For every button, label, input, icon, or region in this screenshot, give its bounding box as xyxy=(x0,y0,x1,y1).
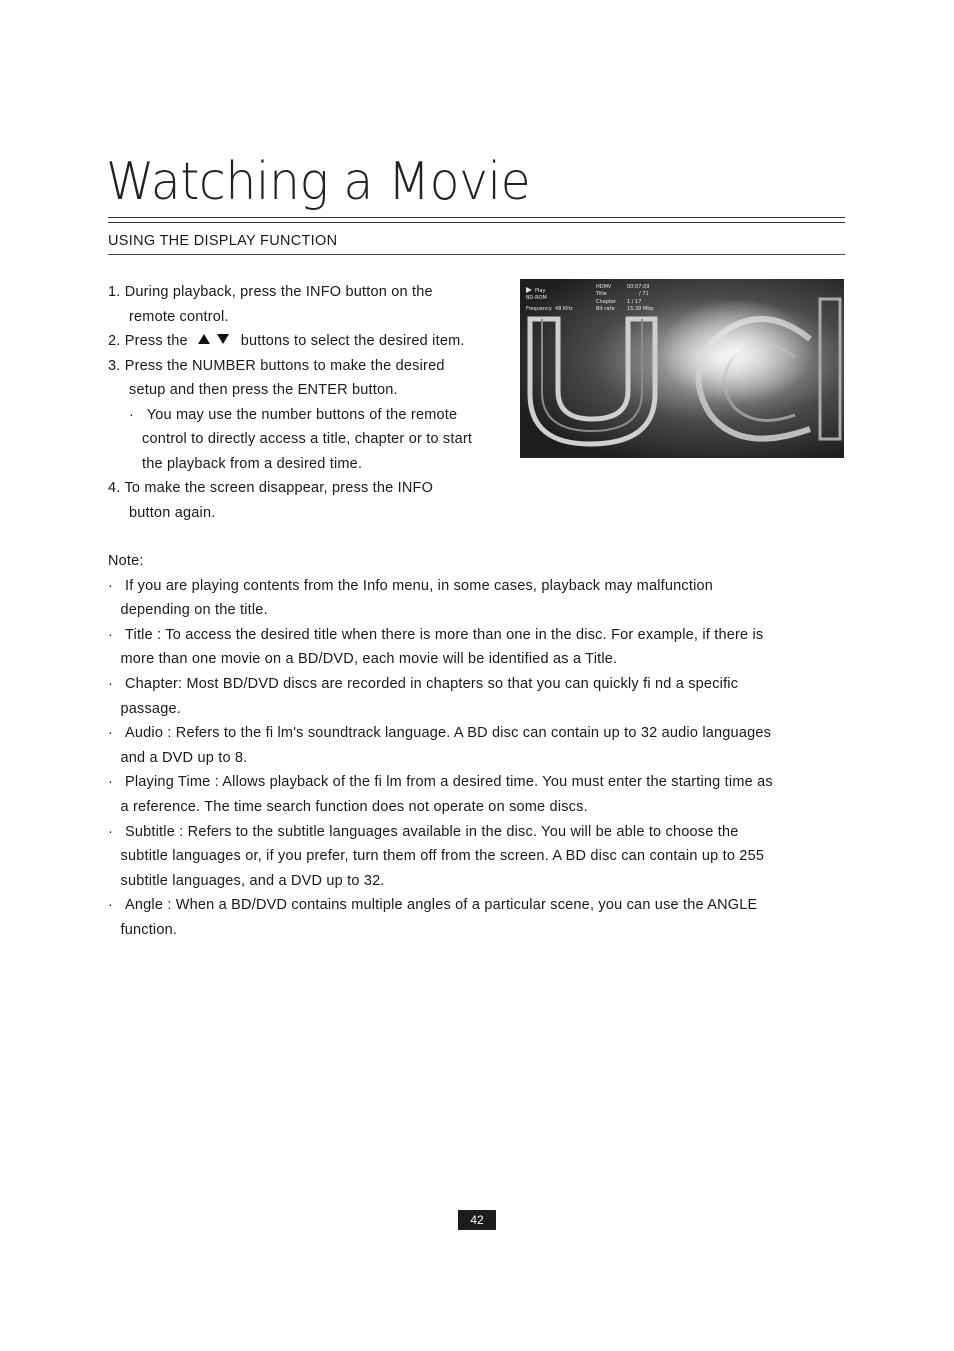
osd-labels: HDMV Title Chapter Bit rate xyxy=(596,284,616,312)
note-item xyxy=(108,672,848,721)
bullet-dot: · xyxy=(108,577,114,594)
section-rule xyxy=(108,254,845,255)
note-item-line: subtitle languages, and a DVD up to 32. xyxy=(120,872,385,889)
note-item-line: a reference. The time search function does not operate on some discs. xyxy=(120,798,588,815)
note-list xyxy=(108,574,848,943)
bullet-dot: · xyxy=(108,774,114,791)
note-item-line: Angle : When a BD/DVD contains multiple angles of a particular scene, you can use the ANGLE xyxy=(125,897,758,914)
note-item-line: Title : To access the desired title when there is more than one in the disc. For example, if there is xyxy=(125,626,764,643)
bullet-dot: · xyxy=(108,823,114,840)
step-1-line-1: 1. During playback, press the INFO button on the xyxy=(108,284,433,300)
note-item-line: passage. xyxy=(120,700,181,717)
bullet-dot: · xyxy=(108,675,114,692)
section-heading: USING THE DISPLAY FUNCTION xyxy=(108,233,338,249)
step-2-before: 2. Press the xyxy=(108,333,188,349)
step-2 xyxy=(108,329,518,354)
step-3-bullet-line-1: · You may use the number buttons of the remote xyxy=(129,406,458,423)
note-item-line: Subtitle : Refers to the subtitle languages available in the disc. You will be able to choose the xyxy=(125,823,739,840)
note-item xyxy=(108,574,848,623)
arrow-down-icon xyxy=(217,334,229,344)
osd-left-panel: Play BD-ROM Frequency 48 KHz xyxy=(526,288,573,312)
step-1-line-2: remote control. xyxy=(129,308,229,325)
step-2-after: buttons to select the desired item. xyxy=(240,333,465,349)
note-item xyxy=(108,770,848,819)
play-icon xyxy=(526,287,532,293)
note-item-line: and a DVD up to 8. xyxy=(120,749,248,766)
step-3-line-1: 3. Press the NUMBER buttons to make the desired xyxy=(108,357,445,374)
title-rule-bottom xyxy=(108,222,845,223)
note-item-line: function. xyxy=(120,921,178,938)
note-item xyxy=(108,893,848,942)
step-4-line-1: 4. To make the screen disappear, press the INFO xyxy=(108,480,434,496)
step-3-bullet-line-2: control to directly access a title, chapter or to start xyxy=(142,431,473,447)
note-item-line: depending on the title. xyxy=(120,602,268,619)
bullet-dot: · xyxy=(108,897,114,914)
bullet-dot: · xyxy=(108,626,114,643)
note-item-line: Playing Time : Allows playback of the fi lm from a desired time. You must enter the starting time as xyxy=(125,774,773,791)
page-number: 42 xyxy=(458,1210,496,1230)
bullet-dot: · xyxy=(108,725,114,742)
note-item-line: more than one movie on a BD/DVD, each movie will be identified as a Title. xyxy=(120,651,618,668)
note-section xyxy=(108,549,848,943)
bullet-dot: · xyxy=(129,406,135,423)
osd-values: 00:07:09 / 71 1 / 17 15.39 Mbp xyxy=(627,284,654,312)
note-heading: Note: xyxy=(108,553,144,569)
info-display-screenshot xyxy=(520,279,844,458)
note-item-line: If you are playing contents from the Info menu, in some cases, playback may malfunction xyxy=(125,577,714,594)
arrow-up-icon xyxy=(198,334,210,344)
step-3-line-2: setup and then press the ENTER button. xyxy=(129,382,398,398)
step-3-bullet-line-3: the playback from a desired time. xyxy=(142,455,363,472)
title-rule-top xyxy=(108,217,845,218)
step-4-line-2: button again. xyxy=(129,504,216,521)
page-title: Watching a Movie xyxy=(106,152,531,212)
note-item-line: Chapter: Most BD/DVD discs are recorded in chapters so that you can quickly fi nd a specific xyxy=(125,675,739,692)
note-item-line: Audio : Refers to the fi lm's soundtrack language. A BD disc can contain up to 32 audio languages xyxy=(125,725,772,742)
steps-list xyxy=(108,280,518,525)
note-item-line: subtitle languages or, if you prefer, turn them off from the screen. A BD disc can contain up to 255 xyxy=(120,848,765,865)
note-item xyxy=(108,623,848,672)
note-item xyxy=(108,820,848,894)
note-item xyxy=(108,721,848,770)
